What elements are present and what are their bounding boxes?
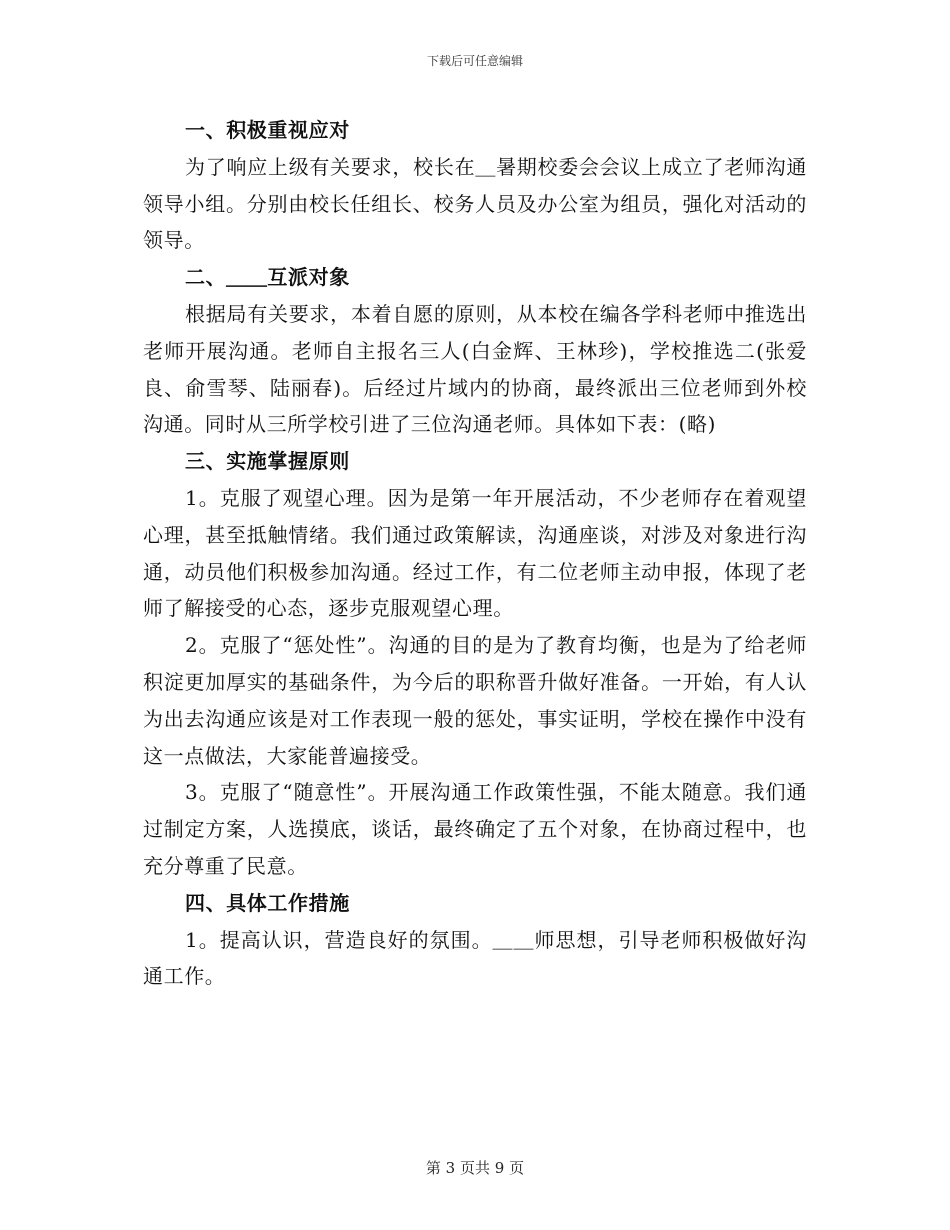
- section-3: [143, 443, 807, 885]
- document-body: [143, 112, 807, 995]
- paragraph: 1。克服了观望心理。因为是第一年开展活动，不少老师存在着观望心理，甚至抵触情绪。我们通过政策解读，沟通座谈，对涉及对象进行沟通，动员他们积极参加沟通。经过工作，有二位老师主动申报，体现了老师了解接受的心态，逐步克服观望心理。: [143, 485, 807, 621]
- paragraph: 根据局有关要求，本着自愿的原则，从本校在编各学科老师中推选出老师开展沟通。老师自主报名三人(白金辉、王林珍)，学校推选二(张爱良、俞雪琴、陆丽春)。后经过片域内的协商，最终派出三位老师到外校沟通。同时从三所学校引进了三位沟通老师。具体如下表：(略): [143, 301, 807, 437]
- section-heading: 一、积极重视应对: [185, 118, 350, 142]
- section-2: [143, 259, 807, 443]
- section-heading: 四、具体工作措施: [185, 890, 350, 915]
- paragraph: 2。克服了“惩处性”。沟通的目的是为了教育均衡，也是为了给老师积淀更加厚实的基础条件，为今后的职称晋升做好准备。一开始，有人认为出去沟通应该是对工作表现一般的惩处，事实证明，学校在操作中没有这一点做法，大家能普遍接受。: [143, 633, 807, 768]
- page-number: 第 3 页共 9 页: [425, 1159, 525, 1177]
- section-heading: 二、＿＿互派对象: [185, 265, 350, 290]
- section-1: [143, 112, 807, 259]
- page-header-note: 下载后可任意编辑: [426, 54, 523, 68]
- paragraph: 3。克服了“随意性”。开展沟通工作政策性强，不能太随意。我们通过制定方案，人选摸底，谈话，最终确定了五个对象，在协商过程中，也充分尊重了民意。: [143, 780, 807, 878]
- section-heading: 三、实施掌握原则: [185, 449, 350, 474]
- section-4: [143, 885, 807, 995]
- paragraph: 为了响应上级有关要求，校长在＿暑期校委会会议上成立了老师沟通领导小组。分别由校长任组长、校务人员及办公室为组员，强化对活动的领导。: [143, 154, 807, 253]
- paragraph: 1。提高认识，营造良好的氛围。＿＿师思想，引导老师积极做好沟通工作。: [143, 927, 807, 989]
